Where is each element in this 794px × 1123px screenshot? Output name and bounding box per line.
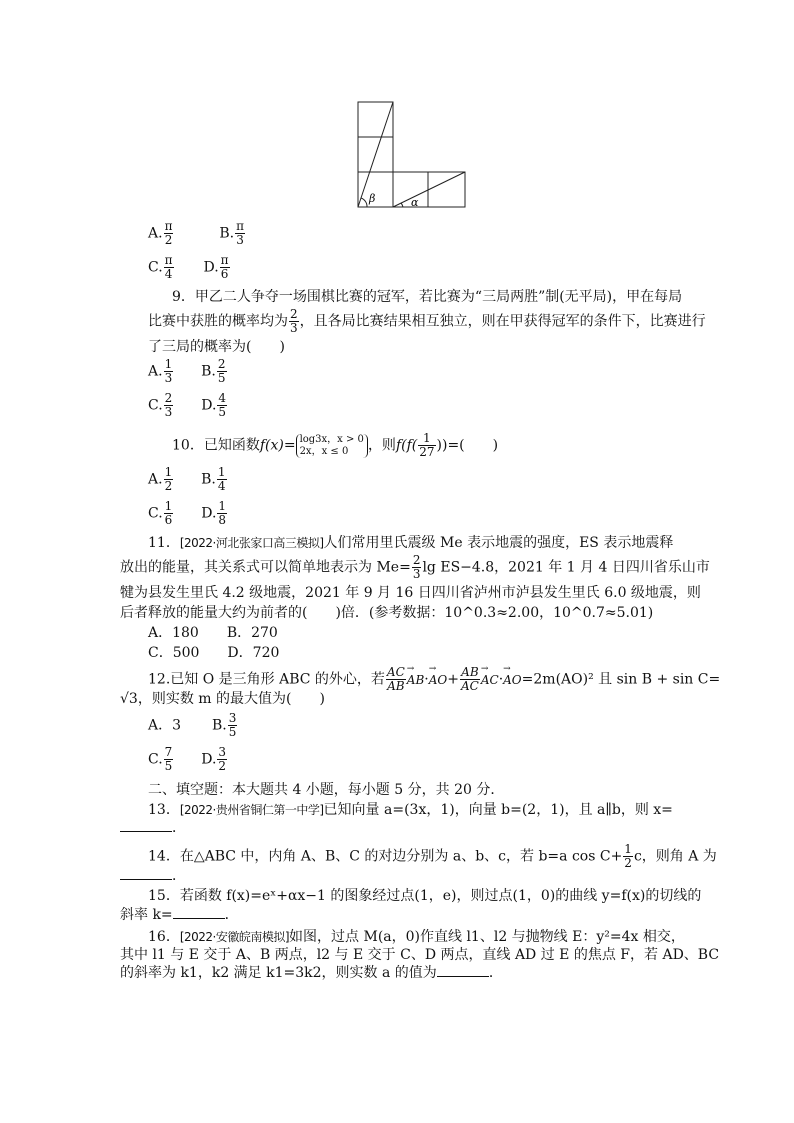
q15-line2[interactable]: 斜率 k= ． [120, 907, 239, 923]
beta-label: β [369, 192, 376, 205]
q16-line2: 其中 l1 与 E 交于 A、B 两点，l2 与 E 交于 C、D 两点，直线 AD 过 E 的焦点 F，若 AD、BC [120, 947, 720, 963]
q9-options-cd: C. $\frac{2}{3}$ D. $\frac{4}{5}$ [148, 391, 227, 419]
q11-options-ab: A．180 B．270 [148, 625, 278, 641]
grid-figure [355, 100, 470, 212]
q9-options-ab: A. $\frac{1}{3}$ B. $\frac{2}{5}$ [148, 357, 226, 385]
q15-line1: 15．若函数 f(x)=eˣ+αx−1 的图象经过点(1，e)，则过点(1，0)的曲线 y=f(x)的切线的 [148, 888, 702, 904]
q9-line1: 9．甲乙二人争夺一场围棋比赛的冠军，若比赛为“三局两胜”制(无平局)，甲在每局 [172, 289, 683, 305]
piecewise-function: log3x，x > 0 2x，x ≤ 0 [296, 434, 368, 458]
q14-line1: 14．在△ABC 中，内角 A、B、C 的对边分别为 a、b、c，若 b=a cos C+ $\frac{1}{2}$ c，则角 A 为 [148, 842, 717, 870]
q11-line2: 放出的能量，其关系式可以简单地表示为 Me= $\frac{2}{3}$ lg ES−4.8，2021 年 1 月 4 日四川省乐山市 [120, 553, 710, 581]
q9-line2: 比赛中获胜的概率均为 $\frac{2}{3}$ ，且各局比赛结果相互独立，则在甲获得冠军的条件下，比赛进行 [148, 307, 706, 335]
square-3 [358, 172, 393, 207]
q10-stem: 10．已知函数f(x)= log3x，x > 0 2x，x ≤ 0 ，则f(f( $\frac{1}{27}$ ))=( ) [172, 431, 499, 459]
beta-diagonal [358, 102, 393, 207]
q9-line3: 了三局的概率为( ) [148, 339, 285, 355]
q11-line4: 后者释放的能量大约为前者的( )倍．(参考数据：10^0.3≈2.00，10^0.7≈5.01) [120, 605, 654, 621]
q16-line1: 16．[2022·安徽皖南模拟]如图，过点 M(a，0)作直线 l1、l2 与抛物线 E：y²=4x 相交， [148, 929, 685, 945]
square-1 [358, 102, 393, 137]
q16-line3[interactable]: 的斜率为 k1，k2 满足 k1=3k2，则实数 a 的值为 ． [120, 965, 503, 981]
q12-options-ab: A．3 B. $\frac{3}{5}$ [148, 711, 237, 739]
q14-answer-blank[interactable]: ． [120, 867, 186, 885]
q11-line3: 犍为县发生里氏 4.2 级地震，2021 年 9 月 16 日四川省泸州市泸县发生里氏 6.0 级地震，则 [120, 585, 701, 601]
q11-options-cd: C．500 D．720 [148, 645, 280, 661]
square-5 [428, 172, 465, 207]
section-heading-fill-in: 二、填空题：本大题共 4 小题，每小题 5 分，共 20 分． [148, 782, 505, 798]
q10-options-ab: A. $\frac{1}{2}$ B. $\frac{1}{4}$ [148, 465, 226, 493]
q11-line1: 11．[2022·河北张家口高三模拟]人们常用里氏震级 Me 表示地震的强度，ES 表示地震释 [148, 535, 674, 551]
q13-answer-blank[interactable]: ． [120, 819, 186, 837]
q12-line1: 12.已知 O 是三角形 ABC 的外心，若 $\frac{AC}{AB}$ → AB·→ AO+ $\frac{AB}{AC}$ → AC·→ AO=2m(AO)² 且 sin B + sin C= [148, 666, 720, 693]
q12-options-cd: C. $\frac{7}{5}$ D. $\frac{3}{2}$ [148, 745, 227, 773]
q10-options-cd: C. $\frac{1}{6}$ D. $\frac{1}{8}$ [148, 499, 227, 527]
alpha-diagonal [393, 172, 465, 207]
alpha-label: α [411, 196, 419, 209]
q12-line2: √3，则实数 m 的最大值为( ) [120, 691, 325, 707]
q8-options-ab: A. $\frac{\pi}{2}$ B. $\frac{\pi}{3}$ [148, 219, 244, 247]
q8-options-cd: C. $\frac{\pi}{4}$ D. $\frac{\pi}{6}$ [148, 253, 229, 281]
q13-line1: 13．[2022·贵州省铜仁第一中学]已知向量 a=(3x，1)，向量 b=(2，1)，且 a∥b，则 x= [148, 802, 673, 818]
